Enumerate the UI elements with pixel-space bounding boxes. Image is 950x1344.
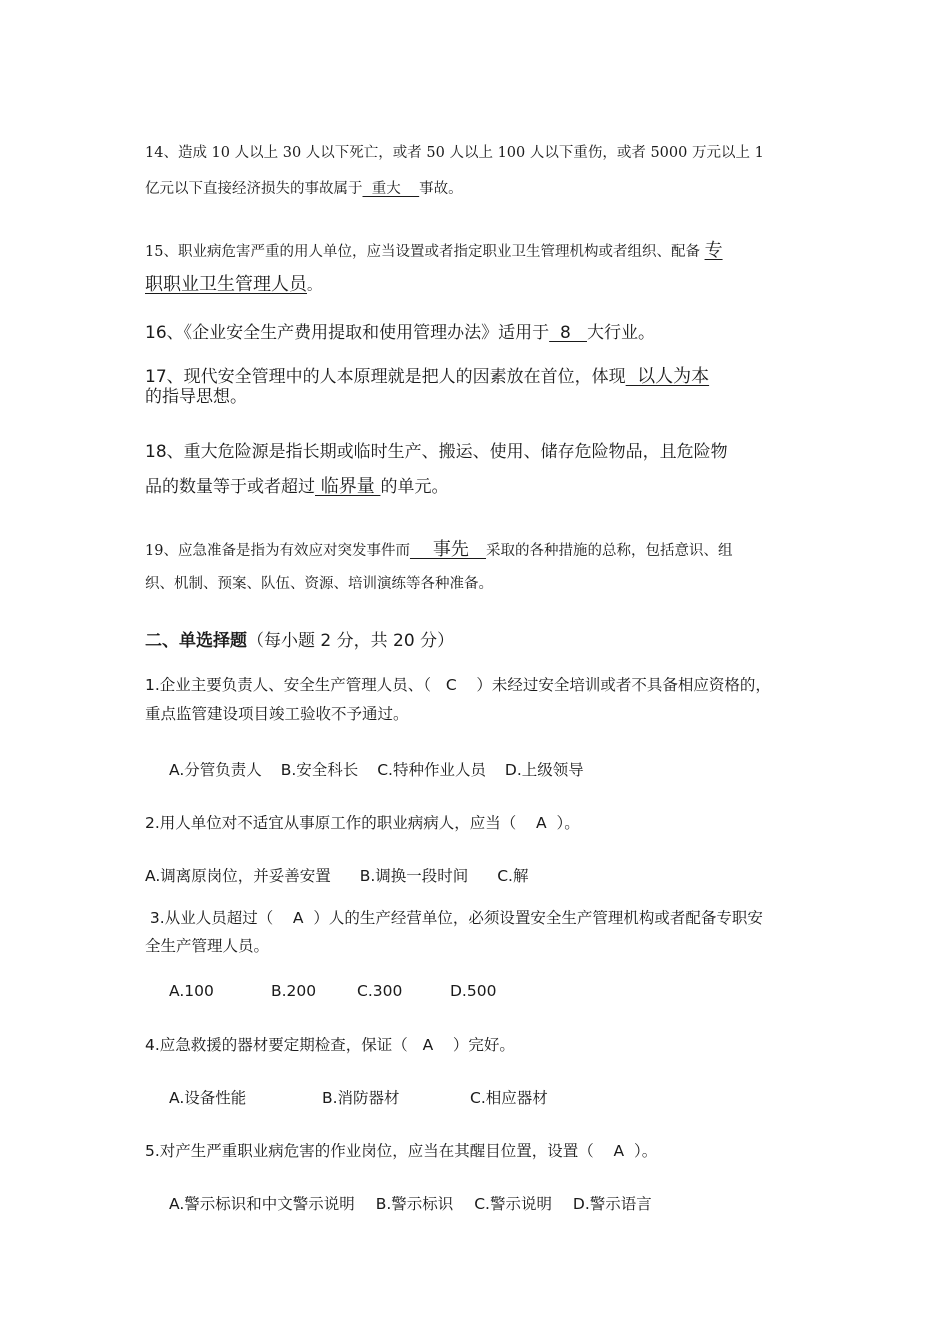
mc1-option-c: C.特种作业人员 [377,761,486,779]
mc2-options [145,864,528,886]
mc5-option-d: D.警示语言 [572,1195,652,1213]
mc5-question: 5.对产生严重职业病危害的作业岗位，应当在其醒目位置，设置（ A ）。 [145,1142,658,1160]
mc1-option-b: B.安全科长 [280,761,359,779]
q19-answer: 事先 [409,539,487,560]
q17-line2 [145,382,247,407]
q14-text-pre: 亿元以下直接经济损失的事故属于 [145,181,363,197]
q17-text-post: 的指导思想。 [145,387,247,407]
mc5-line1 [145,1139,657,1161]
q18-answer: 临界量 [315,476,381,497]
section-note: （每小题 2 分，共 20 分） [247,631,455,651]
mc4-option-c: C.相应器材 [470,1089,548,1107]
q15-line1 [145,236,723,262]
mc4-question: 4.应急救援的器材要定期检查，保证（ A ）完好。 [145,1036,515,1054]
mc3-options [169,982,496,1000]
mc3-line1 [145,906,763,928]
mc3-line2 [145,934,269,956]
q18-line2 [145,472,448,498]
q15-answer-part1: 专 [704,240,723,261]
q14-line2 [145,177,463,198]
mc1-option-a: A.分管负责人 [169,761,262,779]
q16-text-post: 大行业。 [586,323,655,343]
mc3-question-cont: 全生产管理人员。 [145,937,270,955]
mc3-option-b: B.200 [271,982,317,1000]
mc3-question: 3.从业人员超过（ A ）人的生产经营单位，必须设置安全生产管理机构或者配备专职安 [145,909,763,927]
mc4-option-b: B.消防器材 [322,1089,400,1107]
q19-line1 [145,535,733,561]
section-title: 二、单选择题 [145,631,247,651]
q19-text-line2: 织、机制、预案、队伍、资源、培训演练等各种准备。 [145,576,493,592]
q16-answer: 8 [549,323,587,343]
mc1-line1 [145,673,771,695]
mc5-option-a: A.警示标识和中文警示说明 [169,1195,355,1213]
q14-answer: 重大 [362,181,420,197]
mc3-option-d: D.500 [450,982,497,1000]
mc4-line1 [145,1033,515,1055]
mc1-question-cont: 重点监管建设项目竣工验收不予通过。 [145,705,409,723]
mc1-options [169,758,584,780]
mc5-options [169,1192,652,1214]
mc1-line2 [145,702,409,724]
q16-line [145,318,655,343]
mc4-options [169,1086,548,1108]
mc1-option-d: D.上级领导 [504,761,584,779]
mc2-option-b: B.调换一段时间 [359,867,469,885]
q19-text-post: 采取的各种措施的总称，包括意识、组 [486,543,733,559]
q19-text-pre: 19、应急准备是指为有效应对突发事件而 [145,543,410,559]
q16-text-pre: 16、《企业安全生产费用提取和使用管理办法》适用于 [145,323,550,343]
mc2-option-c: C.解 [497,867,529,885]
mc1-question: 1.企业主要负责人、安全生产管理人员、（ C ）未经过安全培训或者不具备相应资格的， [145,676,771,694]
mc4-option-a: A.设备性能 [169,1089,247,1107]
q15-answer-part2: 职职业卫生管理人员 [145,274,307,295]
mc5-option-b: B.警示标识 [375,1195,454,1213]
q15-text-pre: 15、职业病危害严重的用人单位，应当设置或者指定职业卫生管理机构或者组织、配备 [145,244,705,260]
mc3-option-c: C.300 [357,982,403,1000]
q18-text: 18、重大危险源是指长期或临时生产、搬运、使用、储存危险物品，且危险物 [145,442,728,462]
q18-line1 [145,437,728,462]
mc5-option-c: C.警示说明 [474,1195,552,1213]
q18-text-pre: 品的数量等于或者超过 [145,477,315,497]
section-heading [145,626,454,651]
mc3-option-a: A.100 [169,982,214,1000]
q15-text-post: 。 [307,278,322,294]
q14-line1 [145,141,764,162]
mc2-option-a: A.调离原岗位，并妥善安置 [145,867,331,885]
q17-text-pre: 17、现代安全管理中的人本原理就是把人的因素放在首位，体现 [145,367,626,387]
q19-line2 [145,572,493,593]
q14-text: 14、造成 10 人以上 30 人以下死亡，或者 50 人以上 100 人以下重伤，或者 5000 万元以上 1 [145,145,764,161]
q17-answer: 以人为本 [625,366,710,387]
q15-line2 [145,270,322,296]
mc2-question: 2.用人单位对不适宜从事原工作的职业病病人，应当（ A ）。 [145,814,580,832]
q18-text-post: 的单元。 [380,477,449,497]
q14-text-post: 事故。 [419,181,463,197]
mc2-line1 [145,811,580,833]
